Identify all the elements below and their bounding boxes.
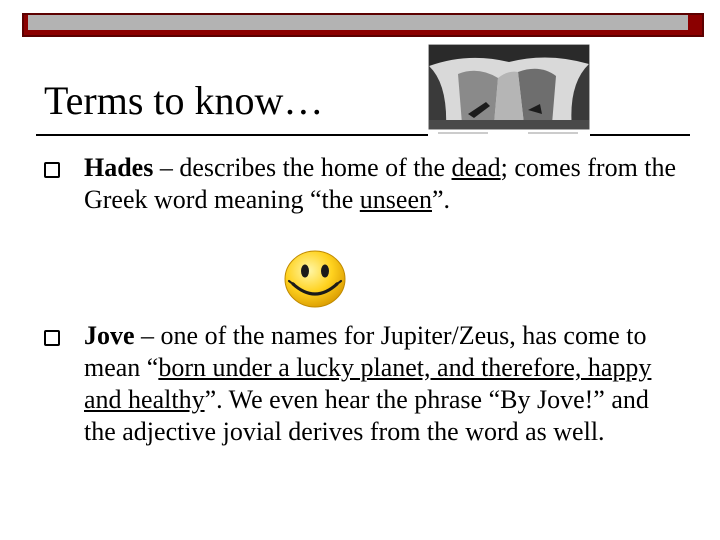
underworld-engraving-image [428, 44, 590, 136]
bullet-text-segment: ”. [431, 185, 451, 214]
bar-accent-right [688, 15, 702, 35]
bar-accent-stripe [28, 30, 688, 35]
bullet-text-segment: ”. We even hear the phrase “By Jove!” and the adjective jovial derives from the word as well. [84, 385, 649, 446]
bullet-text [84, 320, 684, 448]
bullet-text-segment: – one of the names for Jupiter/Zeus, has come to mean “ [84, 321, 647, 382]
bullet-text-segment: ; comes from the Greek word meaning “the [84, 153, 677, 214]
smiley-face-icon [276, 246, 350, 308]
title-bar-decoration [22, 13, 704, 37]
term-hades: Hades [84, 153, 154, 182]
underlined-word-dead: dead [451, 153, 501, 182]
term-jove: Jove [84, 321, 135, 350]
bullet-text [84, 152, 684, 216]
underlined-phrase-lucky-planet: born under a lucky planet, and therefore, happy and healthy [84, 353, 652, 414]
square-bullet-icon [44, 330, 60, 346]
slide-title: Terms to know… [44, 78, 324, 123]
square-bullet-icon [44, 162, 60, 178]
bullet-text-segment: – describes the home of the [153, 153, 452, 182]
underlined-word-unseen: unseen [359, 185, 432, 214]
title-divider [36, 134, 690, 136]
